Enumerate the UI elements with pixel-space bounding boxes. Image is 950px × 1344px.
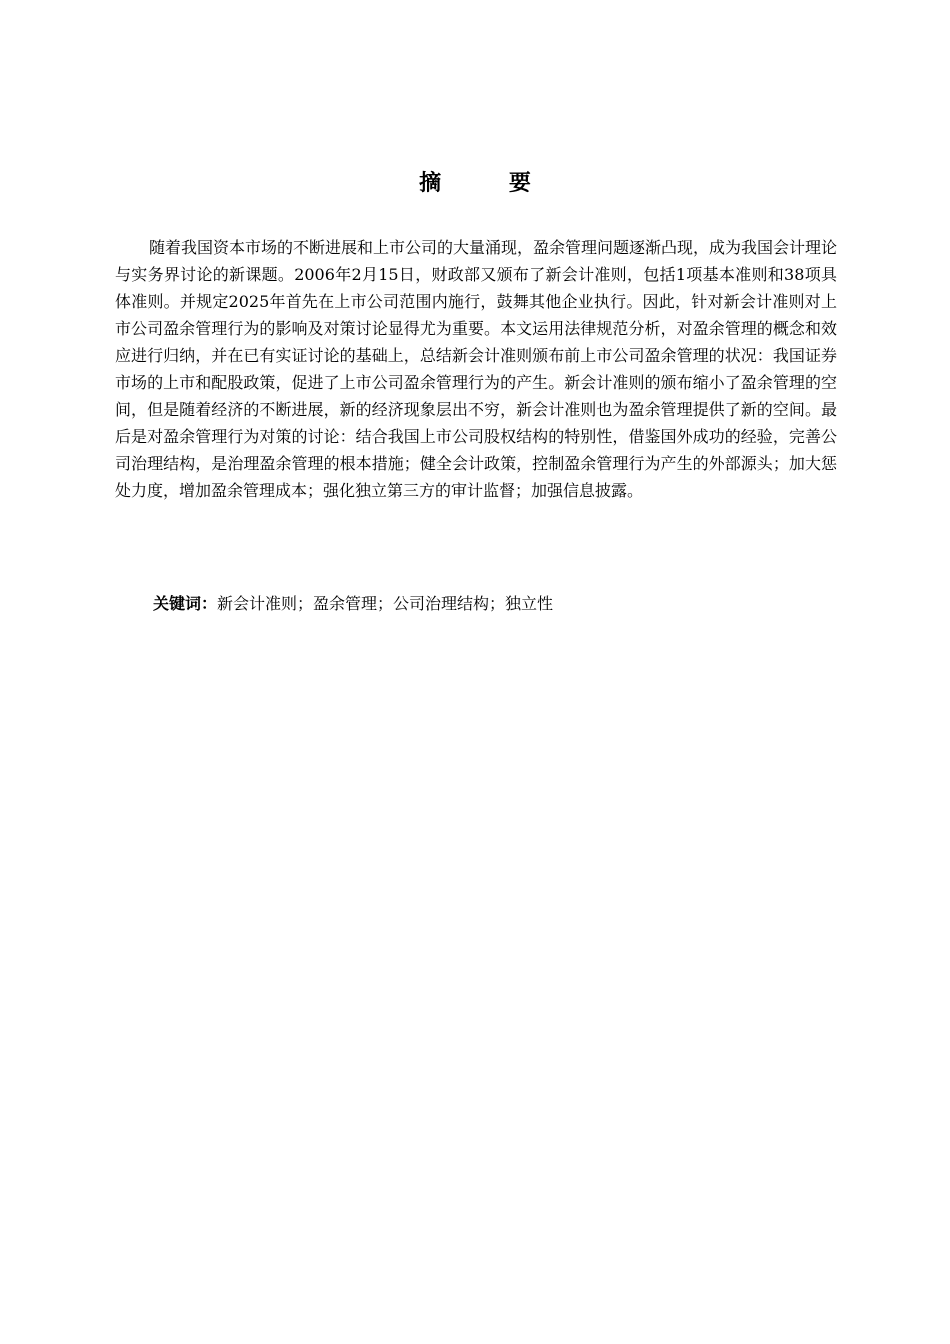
keywords-label: 关键词： (153, 594, 218, 613)
abstract-body: 随着我国资本市场的不断进展和上市公司的大量涌现，盈余管理问题逐渐凸现，成为我国会计理论与实务界讨论的新课题。2006年2月15日，财政部又颁布了新会计准则，包括1项基本准则和38项具体准则。并规定2025年首先在上市公司范围内施行，鼓舞其他企业执行。因此，针对新会计准则对上市公司盈余管理行为的影响及对策讨论显得尤为重要。本文运用法律规范分析，对盈余管理的概念和效应进行归纳，并在已有实证讨论的基础上，总结新会计准则颁布前上市公司盈余管理的状况：我国证券市场的上市和配股政策，促进了上市公司盈余管理行为的产生。新会计准则的颁布缩小了盈余管理的空间，但是随着经济的不断进展，新的经济现象层出不穷，新会计准则也为盈余管理提供了新的空间。最后是对盈余管理行为对策的讨论：结合我国上市公司股权结构的特别性，借鉴国外成功的经验，完善公司治理结构，是治理盈余管理的根本措施；健全会计政策，控制盈余管理行为产生的外部源头；加大惩处力度，增加盈余管理成本；强化独立第三方的审计监督；加强信息披露。 (115, 238, 838, 500)
abstract-title: 摘 要 (419, 171, 561, 196)
keywords-line (153, 590, 837, 617)
keywords-list: 新会计准则；盈余管理；公司治理结构；独立性 (217, 594, 554, 613)
